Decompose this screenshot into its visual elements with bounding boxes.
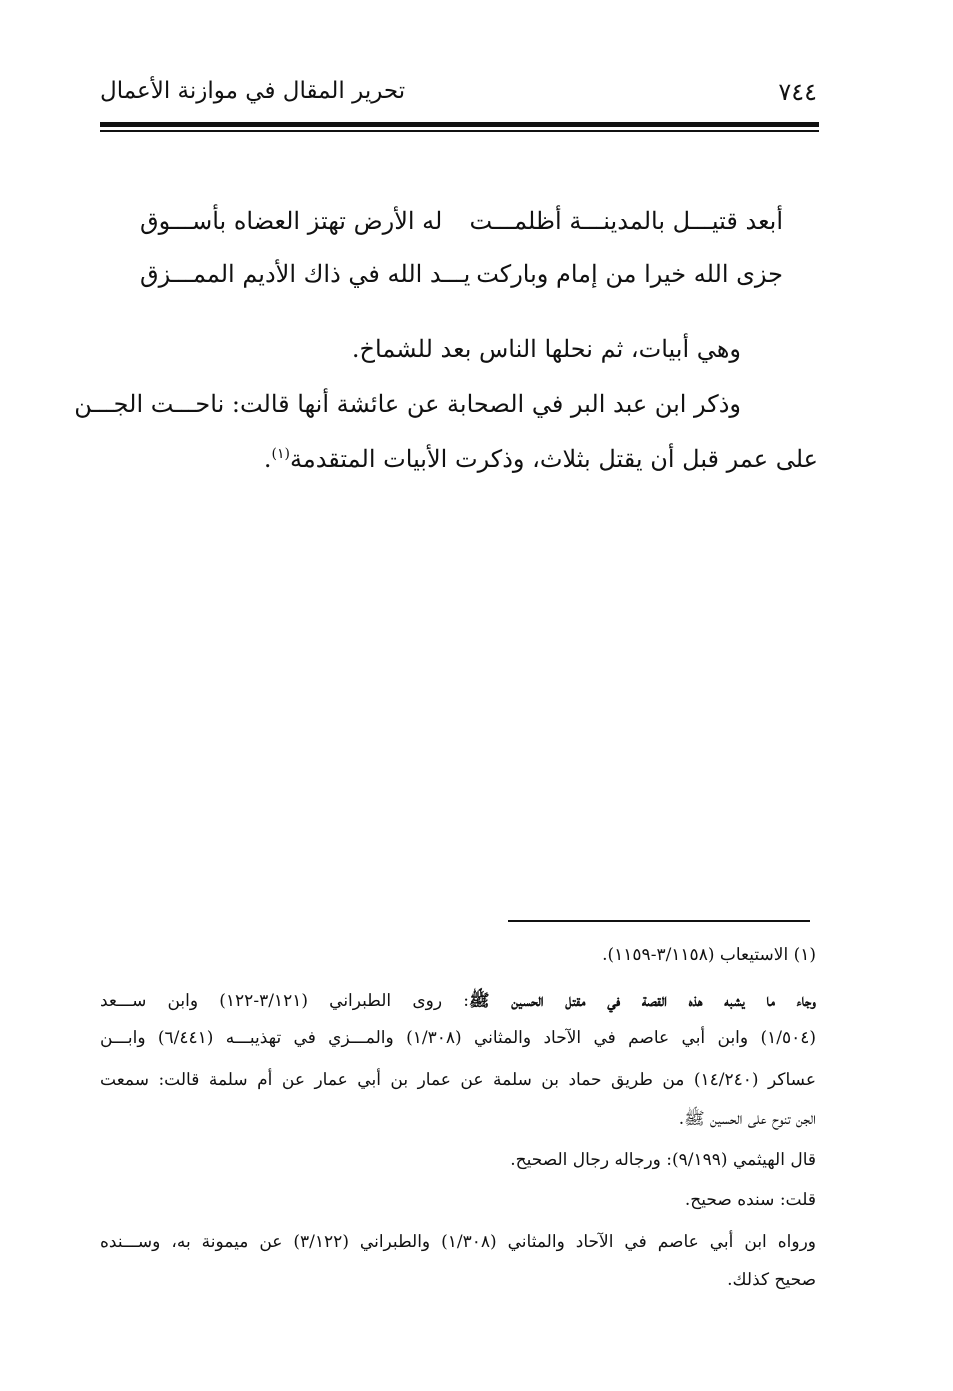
page-number: ٧٤٤ [778, 78, 817, 106]
body-line-2: وذكر ابن عبد البر في الصحابة عن عائشة أنها قالت: ناحـــت الجـــن [74, 390, 741, 418]
footnote-line-4: عساكر (١٤/٢٤٠) من طريق حماد بن سلمة عن عمار بن أبي عمار عن أم سلمة قالت: سمعت [100, 1070, 816, 1090]
header-rule-thin [100, 130, 819, 132]
footnote-line-5: الجن تنوح على الحسين ﷺ. [678, 1109, 816, 1129]
header-rule-thick [100, 122, 819, 127]
footnote-line-6: قال الهيثمي (٩/١٩٩): ورجاله رجال الصحيح. [510, 1150, 816, 1170]
footnote-line-2-rest: : روى الطبراني (٣/١٢١-١٢٢) وابن ســـعد [100, 991, 469, 1011]
verse-1-second-hemistich: له الأرض تهتز العضاه بأســـوق [140, 207, 443, 235]
body-line-3-text: على عمر قبل أن يقتل بثلاث، وذكرت الأبيات المتقدمة [289, 445, 818, 473]
footnote-bold-lead: وجاء ما يشبه هذه القصة في مقتل الحسين ﷺ [468, 991, 816, 1011]
footnote-line-7: قلت: سنده صحيح. [684, 1190, 816, 1210]
footnote-1: (١) الاستيعاب (٣/١١٥٨-١١٥٩). [602, 945, 816, 965]
footnote-separator [508, 920, 810, 922]
verse-2-first-hemistich: جزى الله خيرا من إمام وباركت [476, 260, 783, 288]
footnote-line-3: (١/٥٠٤) وابن أبي عاصم في الآحاد والمثاني (١/٣٠٨) والمـــزي في تهذيبـــه (٦/٤٤١) وابـــن [100, 1028, 816, 1048]
page-header [100, 78, 817, 118]
footnote-line-9: صحيح كذلك. [727, 1270, 816, 1290]
footnote-line-8: ورواه ابن أبي عاصم في الآحاد والمثاني (١/٣٠٨) والطبراني (٣/١٢٢) عن ميمونة به، وســـنده [100, 1232, 817, 1252]
footnote-ref: (١) [271, 446, 290, 462]
verse-2-second-hemistich: يـــد الله في ذاك الأديم الممـــزق [140, 260, 471, 288]
body-line-1: وهي أبيات، ثم نحلها الناس بعد للشماخ. [351, 335, 741, 363]
body-line-3-end: . [263, 445, 272, 473]
running-title: تحرير المقال في موازنة الأعمال [100, 78, 406, 104]
body-line-3 [264, 445, 818, 473]
footnote-line-2 [100, 990, 816, 1015]
verse-1-first-hemistich: أبعد قتيـــل بالمدينـــة أظلمـــت [469, 207, 783, 235]
